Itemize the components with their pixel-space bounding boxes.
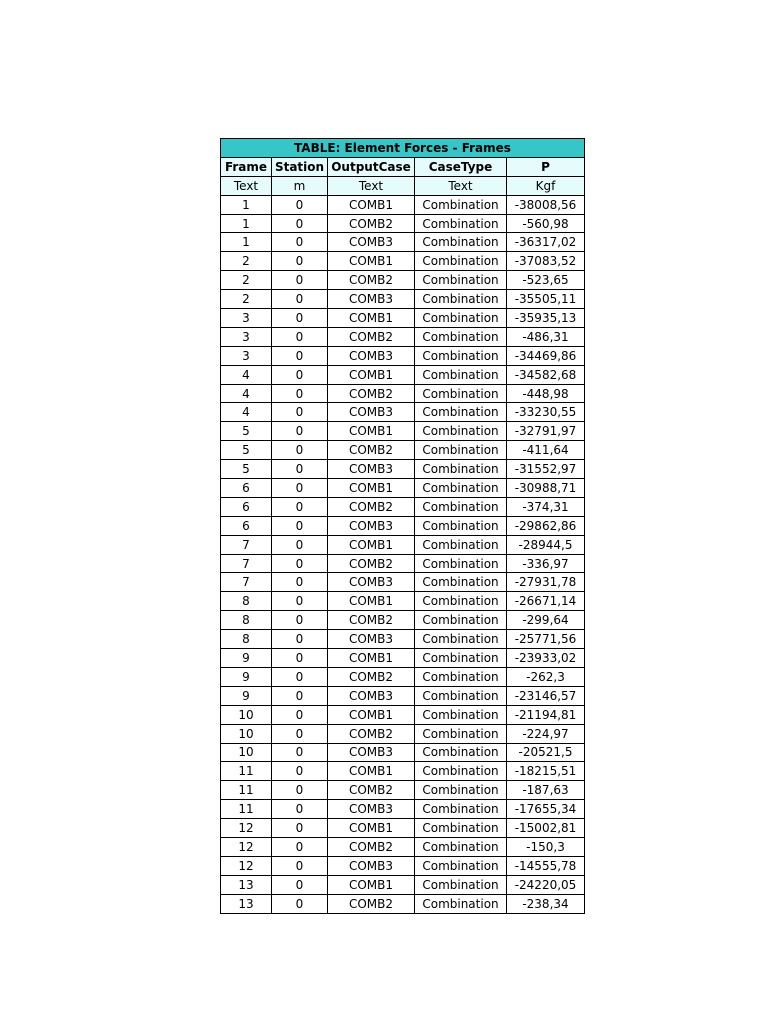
outputcase-cell: COMB3 <box>328 403 415 422</box>
casetype-cell: Combination <box>415 422 507 441</box>
station-cell: 0 <box>272 479 328 498</box>
frame-cell: 9 <box>221 686 272 705</box>
table-row <box>221 800 585 819</box>
p-cell: -23146,57 <box>507 686 585 705</box>
p-cell: -35935,13 <box>507 309 585 328</box>
table-row <box>221 309 585 328</box>
casetype-cell: Combination <box>415 800 507 819</box>
outputcase-cell: COMB2 <box>328 781 415 800</box>
p-cell: -448,98 <box>507 384 585 403</box>
casetype-cell: Combination <box>415 894 507 913</box>
header-frame: Frame <box>221 157 272 176</box>
p-cell: -18215,51 <box>507 762 585 781</box>
table-row <box>221 479 585 498</box>
outputcase-cell: COMB1 <box>328 649 415 668</box>
outputcase-cell: COMB3 <box>328 800 415 819</box>
table-row <box>221 252 585 271</box>
casetype-cell: Combination <box>415 460 507 479</box>
outputcase-cell: COMB1 <box>328 365 415 384</box>
p-cell: -14555,78 <box>507 856 585 875</box>
p-cell: -30988,71 <box>507 479 585 498</box>
station-cell: 0 <box>272 781 328 800</box>
outputcase-cell: COMB1 <box>328 819 415 838</box>
p-cell: -33230,55 <box>507 403 585 422</box>
casetype-cell: Combination <box>415 837 507 856</box>
table-row <box>221 535 585 554</box>
table-row <box>221 781 585 800</box>
outputcase-cell: COMB1 <box>328 592 415 611</box>
casetype-cell: Combination <box>415 781 507 800</box>
p-cell: -36317,02 <box>507 233 585 252</box>
casetype-cell: Combination <box>415 214 507 233</box>
table-header-row <box>221 157 585 176</box>
table-row <box>221 365 585 384</box>
table-row <box>221 592 585 611</box>
p-cell: -15002,81 <box>507 819 585 838</box>
table-row <box>221 233 585 252</box>
frame-cell: 1 <box>221 233 272 252</box>
frame-cell: 12 <box>221 837 272 856</box>
outputcase-cell: COMB2 <box>328 327 415 346</box>
p-cell: -411,64 <box>507 441 585 460</box>
frame-cell: 1 <box>221 195 272 214</box>
table-row <box>221 630 585 649</box>
station-cell: 0 <box>272 497 328 516</box>
outputcase-cell: COMB1 <box>328 252 415 271</box>
p-cell: -28944,5 <box>507 535 585 554</box>
station-cell: 0 <box>272 724 328 743</box>
p-cell: -26671,14 <box>507 592 585 611</box>
p-cell: -38008,56 <box>507 195 585 214</box>
outputcase-cell: COMB3 <box>328 856 415 875</box>
casetype-cell: Combination <box>415 762 507 781</box>
table-row <box>221 743 585 762</box>
p-cell: -29862,86 <box>507 516 585 535</box>
table-row <box>221 667 585 686</box>
station-cell: 0 <box>272 743 328 762</box>
p-cell: -31552,97 <box>507 460 585 479</box>
outputcase-cell: COMB2 <box>328 894 415 913</box>
frame-cell: 3 <box>221 309 272 328</box>
station-cell: 0 <box>272 403 328 422</box>
frame-cell: 7 <box>221 554 272 573</box>
p-cell: -150,3 <box>507 837 585 856</box>
header-casetype: CaseType <box>415 157 507 176</box>
frame-cell: 5 <box>221 441 272 460</box>
casetype-cell: Combination <box>415 290 507 309</box>
station-cell: 0 <box>272 837 328 856</box>
station-cell: 0 <box>272 252 328 271</box>
p-cell: -34469,86 <box>507 346 585 365</box>
casetype-cell: Combination <box>415 667 507 686</box>
frame-cell: 4 <box>221 403 272 422</box>
outputcase-cell: COMB2 <box>328 667 415 686</box>
frame-cell: 7 <box>221 535 272 554</box>
casetype-cell: Combination <box>415 233 507 252</box>
station-cell: 0 <box>272 611 328 630</box>
casetype-cell: Combination <box>415 554 507 573</box>
station-cell: 0 <box>272 894 328 913</box>
casetype-cell: Combination <box>415 592 507 611</box>
station-cell: 0 <box>272 573 328 592</box>
station-cell: 0 <box>272 762 328 781</box>
p-cell: -238,34 <box>507 894 585 913</box>
table-row <box>221 819 585 838</box>
frame-cell: 11 <box>221 762 272 781</box>
outputcase-cell: COMB3 <box>328 233 415 252</box>
table-row <box>221 686 585 705</box>
table-title: TABLE: Element Forces - Frames <box>221 139 585 158</box>
frame-cell: 9 <box>221 667 272 686</box>
outputcase-cell: COMB1 <box>328 309 415 328</box>
element-forces-table <box>220 138 585 914</box>
frame-cell: 10 <box>221 705 272 724</box>
table-row <box>221 762 585 781</box>
frame-cell: 8 <box>221 592 272 611</box>
header-station: Station <box>272 157 328 176</box>
frame-cell: 13 <box>221 875 272 894</box>
p-cell: -20521,5 <box>507 743 585 762</box>
outputcase-cell: COMB1 <box>328 479 415 498</box>
p-cell: -523,65 <box>507 271 585 290</box>
frame-cell: 10 <box>221 743 272 762</box>
table-row <box>221 649 585 668</box>
outputcase-cell: COMB1 <box>328 195 415 214</box>
frame-cell: 6 <box>221 516 272 535</box>
casetype-cell: Combination <box>415 252 507 271</box>
casetype-cell: Combination <box>415 271 507 290</box>
p-cell: -374,31 <box>507 497 585 516</box>
casetype-cell: Combination <box>415 630 507 649</box>
casetype-cell: Combination <box>415 384 507 403</box>
outputcase-cell: COMB1 <box>328 422 415 441</box>
casetype-cell: Combination <box>415 573 507 592</box>
casetype-cell: Combination <box>415 819 507 838</box>
frame-cell: 2 <box>221 271 272 290</box>
p-cell: -25771,56 <box>507 630 585 649</box>
outputcase-cell: COMB1 <box>328 875 415 894</box>
p-cell: -560,98 <box>507 214 585 233</box>
casetype-cell: Combination <box>415 309 507 328</box>
table-row <box>221 195 585 214</box>
p-cell: -486,31 <box>507 327 585 346</box>
p-cell: -24220,05 <box>507 875 585 894</box>
outputcase-cell: COMB1 <box>328 535 415 554</box>
outputcase-cell: COMB1 <box>328 762 415 781</box>
station-cell: 0 <box>272 554 328 573</box>
casetype-cell: Combination <box>415 705 507 724</box>
table-row <box>221 403 585 422</box>
frame-cell: 5 <box>221 460 272 479</box>
p-cell: -32791,97 <box>507 422 585 441</box>
outputcase-cell: COMB3 <box>328 346 415 365</box>
p-cell: -21194,81 <box>507 705 585 724</box>
casetype-cell: Combination <box>415 743 507 762</box>
station-cell: 0 <box>272 516 328 535</box>
outputcase-cell: COMB3 <box>328 630 415 649</box>
table-row <box>221 497 585 516</box>
station-cell: 0 <box>272 667 328 686</box>
p-cell: -37083,52 <box>507 252 585 271</box>
station-cell: 0 <box>272 686 328 705</box>
frame-cell: 4 <box>221 384 272 403</box>
station-cell: 0 <box>272 875 328 894</box>
table-row <box>221 290 585 309</box>
frame-cell: 7 <box>221 573 272 592</box>
frame-cell: 9 <box>221 649 272 668</box>
frame-cell: 5 <box>221 422 272 441</box>
outputcase-cell: COMB2 <box>328 837 415 856</box>
outputcase-cell: COMB2 <box>328 611 415 630</box>
p-cell: -224,97 <box>507 724 585 743</box>
casetype-cell: Combination <box>415 365 507 384</box>
frame-cell: 10 <box>221 724 272 743</box>
p-cell: -27931,78 <box>507 573 585 592</box>
p-cell: -17655,34 <box>507 800 585 819</box>
table-row <box>221 384 585 403</box>
frame-cell: 8 <box>221 611 272 630</box>
outputcase-cell: COMB3 <box>328 290 415 309</box>
casetype-cell: Combination <box>415 724 507 743</box>
frame-cell: 12 <box>221 819 272 838</box>
station-cell: 0 <box>272 856 328 875</box>
station-cell: 0 <box>272 819 328 838</box>
outputcase-cell: COMB3 <box>328 460 415 479</box>
station-cell: 0 <box>272 535 328 554</box>
outputcase-cell: COMB1 <box>328 705 415 724</box>
unit-p: Kgf <box>507 176 585 195</box>
outputcase-cell: COMB3 <box>328 573 415 592</box>
station-cell: 0 <box>272 422 328 441</box>
station-cell: 0 <box>272 365 328 384</box>
frame-cell: 2 <box>221 252 272 271</box>
frame-cell: 11 <box>221 781 272 800</box>
table-row <box>221 460 585 479</box>
header-outputcase: OutputCase <box>328 157 415 176</box>
p-cell: -23933,02 <box>507 649 585 668</box>
station-cell: 0 <box>272 460 328 479</box>
casetype-cell: Combination <box>415 686 507 705</box>
frame-cell: 6 <box>221 497 272 516</box>
station-cell: 0 <box>272 290 328 309</box>
station-cell: 0 <box>272 441 328 460</box>
p-cell: -262,3 <box>507 667 585 686</box>
station-cell: 0 <box>272 327 328 346</box>
table-row <box>221 573 585 592</box>
outputcase-cell: COMB2 <box>328 384 415 403</box>
station-cell: 0 <box>272 384 328 403</box>
table-row <box>221 724 585 743</box>
outputcase-cell: COMB2 <box>328 724 415 743</box>
p-cell: -336,97 <box>507 554 585 573</box>
frame-cell: 12 <box>221 856 272 875</box>
frame-cell: 1 <box>221 214 272 233</box>
p-cell: -35505,11 <box>507 290 585 309</box>
station-cell: 0 <box>272 705 328 724</box>
frame-cell: 3 <box>221 346 272 365</box>
unit-station: m <box>272 176 328 195</box>
casetype-cell: Combination <box>415 535 507 554</box>
table-row <box>221 554 585 573</box>
frame-cell: 13 <box>221 894 272 913</box>
casetype-cell: Combination <box>415 403 507 422</box>
table-title-row <box>221 139 585 158</box>
table-body <box>221 195 585 913</box>
outputcase-cell: COMB2 <box>328 441 415 460</box>
casetype-cell: Combination <box>415 346 507 365</box>
frame-cell: 8 <box>221 630 272 649</box>
station-cell: 0 <box>272 309 328 328</box>
casetype-cell: Combination <box>415 649 507 668</box>
casetype-cell: Combination <box>415 479 507 498</box>
outputcase-cell: COMB3 <box>328 743 415 762</box>
table-units-row <box>221 176 585 195</box>
table-row <box>221 837 585 856</box>
station-cell: 0 <box>272 195 328 214</box>
table-row <box>221 875 585 894</box>
casetype-cell: Combination <box>415 856 507 875</box>
station-cell: 0 <box>272 214 328 233</box>
table-row <box>221 214 585 233</box>
unit-frame: Text <box>221 176 272 195</box>
station-cell: 0 <box>272 233 328 252</box>
table-row <box>221 516 585 535</box>
table-row <box>221 271 585 290</box>
frame-cell: 6 <box>221 479 272 498</box>
outputcase-cell: COMB3 <box>328 686 415 705</box>
unit-outputcase: Text <box>328 176 415 195</box>
casetype-cell: Combination <box>415 195 507 214</box>
frame-cell: 4 <box>221 365 272 384</box>
station-cell: 0 <box>272 592 328 611</box>
casetype-cell: Combination <box>415 497 507 516</box>
station-cell: 0 <box>272 271 328 290</box>
casetype-cell: Combination <box>415 516 507 535</box>
outputcase-cell: COMB2 <box>328 497 415 516</box>
table-row <box>221 611 585 630</box>
p-cell: -299,64 <box>507 611 585 630</box>
table-row <box>221 327 585 346</box>
frame-cell: 11 <box>221 800 272 819</box>
table-row <box>221 894 585 913</box>
station-cell: 0 <box>272 800 328 819</box>
outputcase-cell: COMB2 <box>328 271 415 290</box>
casetype-cell: Combination <box>415 611 507 630</box>
header-p: P <box>507 157 585 176</box>
p-cell: -34582,68 <box>507 365 585 384</box>
table-row <box>221 422 585 441</box>
outputcase-cell: COMB3 <box>328 516 415 535</box>
p-cell: -187,63 <box>507 781 585 800</box>
table-row <box>221 705 585 724</box>
frame-cell: 2 <box>221 290 272 309</box>
casetype-cell: Combination <box>415 441 507 460</box>
outputcase-cell: COMB2 <box>328 554 415 573</box>
casetype-cell: Combination <box>415 875 507 894</box>
table-row <box>221 856 585 875</box>
unit-casetype: Text <box>415 176 507 195</box>
station-cell: 0 <box>272 649 328 668</box>
casetype-cell: Combination <box>415 327 507 346</box>
table-row <box>221 346 585 365</box>
station-cell: 0 <box>272 630 328 649</box>
table-row <box>221 441 585 460</box>
frame-cell: 3 <box>221 327 272 346</box>
outputcase-cell: COMB2 <box>328 214 415 233</box>
station-cell: 0 <box>272 346 328 365</box>
